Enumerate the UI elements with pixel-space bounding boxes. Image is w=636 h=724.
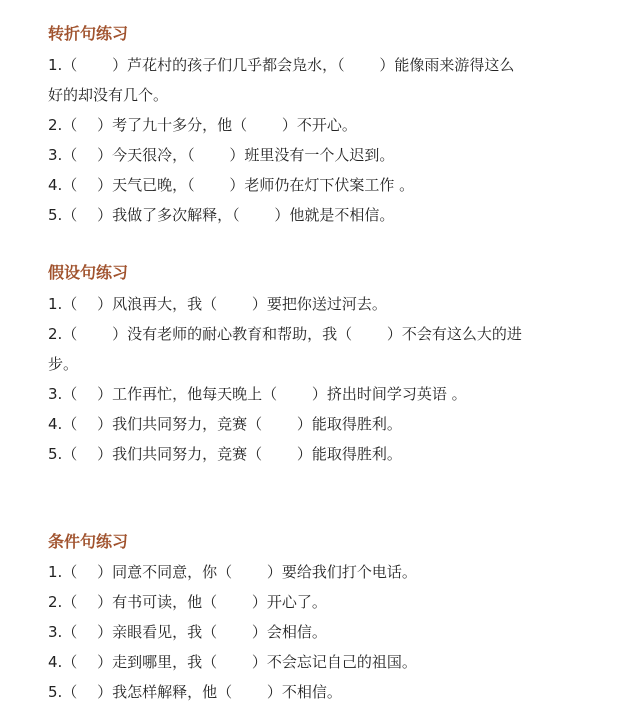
turning-line-2: 2.（ ）考了九十多分，他（ ）不开心。 bbox=[48, 116, 357, 134]
condition-line-2: 2.（ ）有书可读，他（ ）开心了。 bbox=[48, 593, 327, 611]
turning-line-1-cont: 好的却没有几个。 bbox=[48, 86, 169, 104]
hypothesis-line-5: 5.（ ）我们共同努力，竞赛（ ）能取得胜利。 bbox=[48, 445, 402, 463]
condition-line-5: 5.（ ）我怎样解释，他（ ）不相信。 bbox=[48, 683, 342, 701]
section-title-turning: 转折句练习 bbox=[48, 24, 129, 43]
turning-line-1: 1.（ ）芦花村的孩子们几乎都会凫水，（ ）能像雨来游得这么 bbox=[48, 56, 515, 74]
turning-line-3: 3.（ ）今天很冷，（ ）班里没有一个人迟到。 bbox=[48, 146, 395, 164]
turning-line-4: 4.（ ）天气已晚，（ ）老师仍在灯下伏案工作 。 bbox=[48, 176, 415, 194]
hypothesis-line-4: 4.（ ）我们共同努力，竞赛（ ）能取得胜利。 bbox=[48, 415, 402, 433]
hypothesis-line-1: 1.（ ）风浪再大，我（ ）要把你送过河去。 bbox=[48, 295, 387, 313]
condition-line-3: 3.（ ）亲眼看见，我（ ）会相信。 bbox=[48, 623, 327, 641]
hypothesis-line-2: 2.（ ）没有老师的耐心教育和帮助，我（ ）不会有这么大的进 bbox=[48, 325, 522, 343]
section-title-condition: 条件句练习 bbox=[48, 532, 129, 551]
hypothesis-line-2-cont: 步。 bbox=[48, 355, 79, 373]
condition-line-4: 4.（ ）走到哪里，我（ ）不会忘记自己的祖国。 bbox=[48, 653, 417, 671]
hypothesis-line-3: 3.（ ）工作再忙，他每天晚上（ ）挤出时间学习英语 。 bbox=[48, 385, 467, 403]
turning-line-5: 5.（ ）我做了多次解释，（ ）他就是不相信。 bbox=[48, 206, 395, 224]
condition-line-1: 1.（ ）同意不同意，你（ ）要给我们打个电话。 bbox=[48, 563, 417, 581]
section-title-hypothesis: 假设句练习 bbox=[48, 263, 129, 282]
